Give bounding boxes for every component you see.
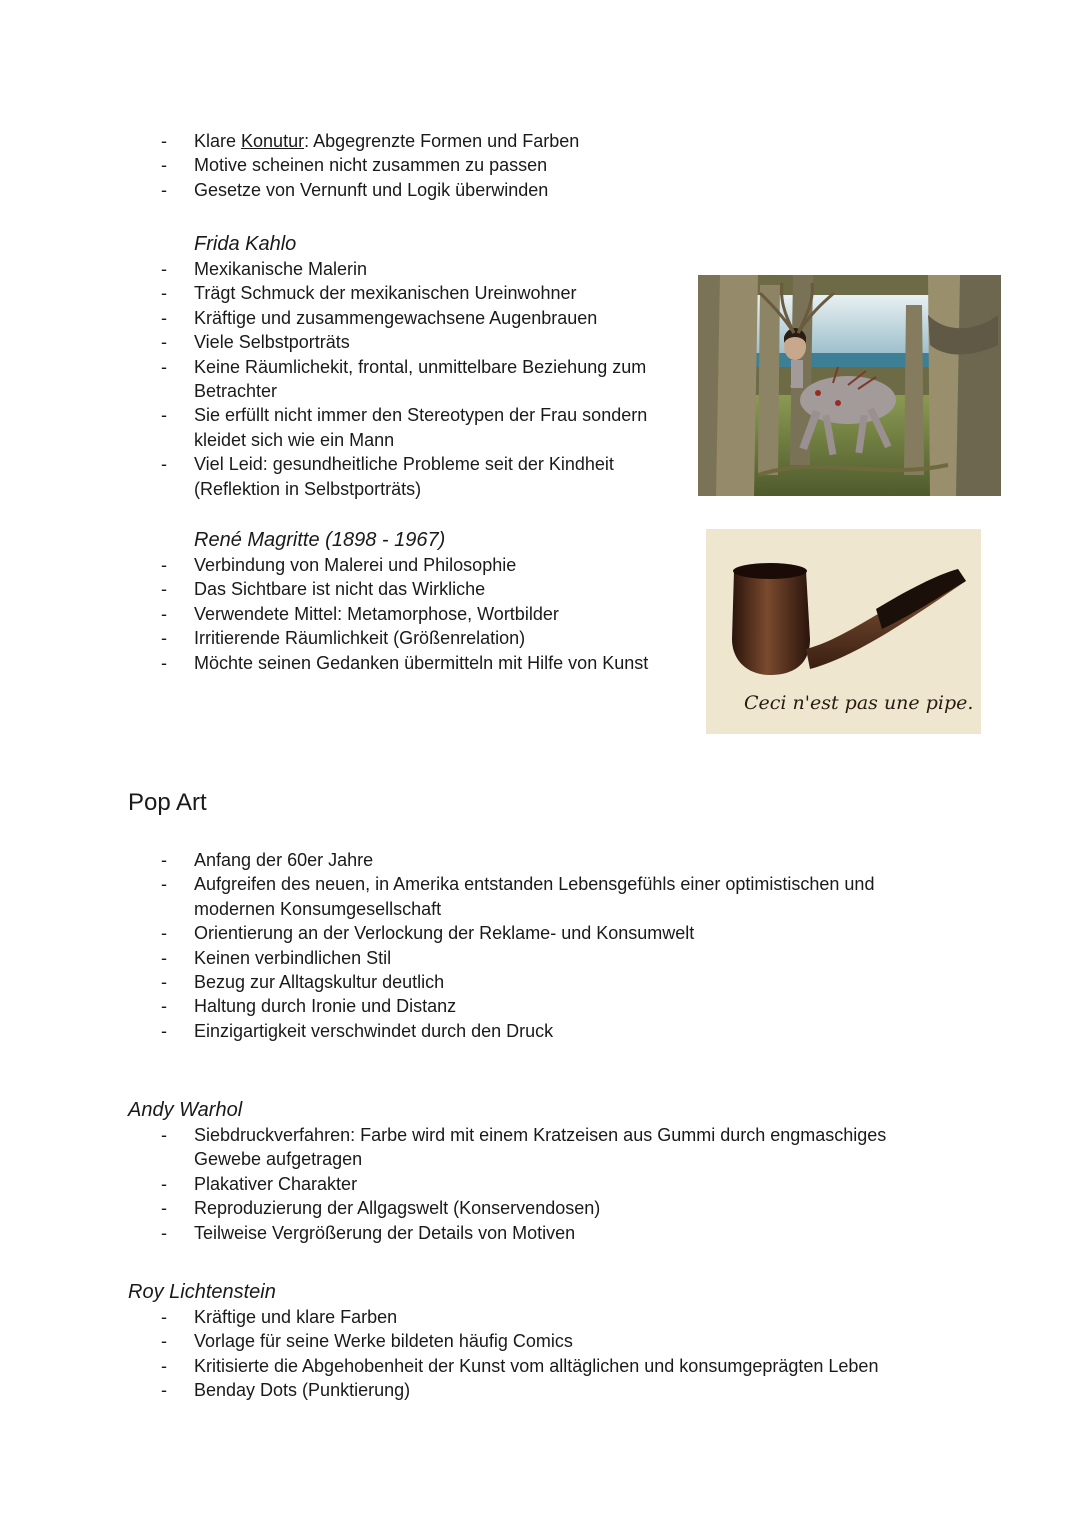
list-item: - Möchte seinen Gedanken übermitteln mit Hilfe von Kunst <box>128 651 708 675</box>
list-item: - Verbindung von Malerei und Philosophie <box>128 553 708 577</box>
pop-art-section <box>128 848 898 1043</box>
lichtenstein-title: Roy Lichtenstein <box>128 1281 276 1303</box>
kahlo-list <box>128 257 688 501</box>
list-item: - Keinen verbindlichen Stil <box>128 946 898 970</box>
lichtenstein-section <box>128 1279 928 1403</box>
kahlo-painting-image <box>698 275 1001 496</box>
underlined-term: Konutur <box>241 131 305 151</box>
magritte-pipe-image <box>706 529 981 734</box>
list-item: - Bezug zur Alltagskultur deutlich <box>128 970 898 994</box>
list-item: - Vorlage für seine Werke bildeten häufig Comics <box>128 1329 928 1353</box>
list-item: - Verwendete Mittel: Metamorphose, Wortbilder <box>128 602 708 626</box>
list-item: - Sie erfüllt nicht immer den Stereotypen der Frau sondern kleidet sich wie ein Mann <box>128 403 688 452</box>
list-item: - Mexikanische Malerin <box>128 257 688 281</box>
list-item: - Viel Leid: gesundheitliche Probleme seit der Kindheit (Reflektion in Selbstporträts) <box>128 452 688 501</box>
kahlo-section <box>128 231 688 501</box>
pop-art-heading: Pop Art <box>128 789 207 816</box>
list-item: - Das Sichtbare ist nicht das Wirkliche <box>128 577 708 601</box>
list-item: - Keine Räumlichekit, frontal, unmittelbare Beziehung zum Betrachter <box>128 355 688 404</box>
list-item: - Motive scheinen nicht zusammen zu passen <box>128 153 748 177</box>
pipe-caption: Ceci n'est pas une pipe. <box>744 692 974 714</box>
list-item: - Reproduzierung der Allgagswelt (Konservendosen) <box>128 1196 898 1220</box>
list-item: - Kräftige und zusammengewachsene Augenbrauen <box>128 306 688 330</box>
lichtenstein-list <box>128 1305 928 1403</box>
pop-art-list <box>128 848 898 1043</box>
list-item: - Irritierende Räumlichkeit (Größenrelation) <box>128 626 708 650</box>
list-item: - Klare Konutur: Abgegrenzte Formen und Farben <box>128 129 748 153</box>
surrealism-traits-list <box>128 129 748 202</box>
list-item: - Einzigartigkeit verschwindet durch den Druck <box>128 1019 898 1043</box>
list-item: - Trägt Schmuck der mexikanischen Ureinwohner <box>128 281 688 305</box>
surrealism-traits-section <box>128 129 748 202</box>
list-item: - Viele Selbstporträts <box>128 330 688 354</box>
list-item: - Anfang der 60er Jahre <box>128 848 898 872</box>
list-item: - Gesetze von Vernunft und Logik überwinden <box>128 178 748 202</box>
magritte-title: René Magritte (1898 - 1967) <box>194 529 446 551</box>
magritte-list <box>128 553 708 675</box>
list-item: - Kräftige und klare Farben <box>128 1305 928 1329</box>
list-item: - Haltung durch Ironie und Distanz <box>128 994 898 1018</box>
warhol-section <box>128 1097 898 1245</box>
list-item: - Orientierung an der Verlockung der Reklame- und Konsumwelt <box>128 921 898 945</box>
list-item: - Aufgreifen des neuen, in Amerika entstanden Lebensgefühls einer optimistischen und modernen Konsumgesellschaft <box>128 872 898 921</box>
list-item: - Plakativer Charakter <box>128 1172 898 1196</box>
magritte-section <box>128 527 708 675</box>
list-item: - Teilweise Vergrößerung der Details von Motiven <box>128 1221 898 1245</box>
list-item: - Siebdruckverfahren: Farbe wird mit einem Kratzeisen aus Gummi durch engmaschiges Gewebe aufgetragen <box>128 1123 898 1172</box>
warhol-title: Andy Warhol <box>128 1099 243 1121</box>
list-item: - Kritisierte die Abgehobenheit der Kunst vom alltäglichen und konsumgeprägten Leben <box>128 1354 928 1378</box>
warhol-list <box>128 1123 898 1245</box>
list-item: - Benday Dots (Punktierung) <box>128 1378 928 1402</box>
kahlo-title: Frida Kahlo <box>194 233 297 255</box>
